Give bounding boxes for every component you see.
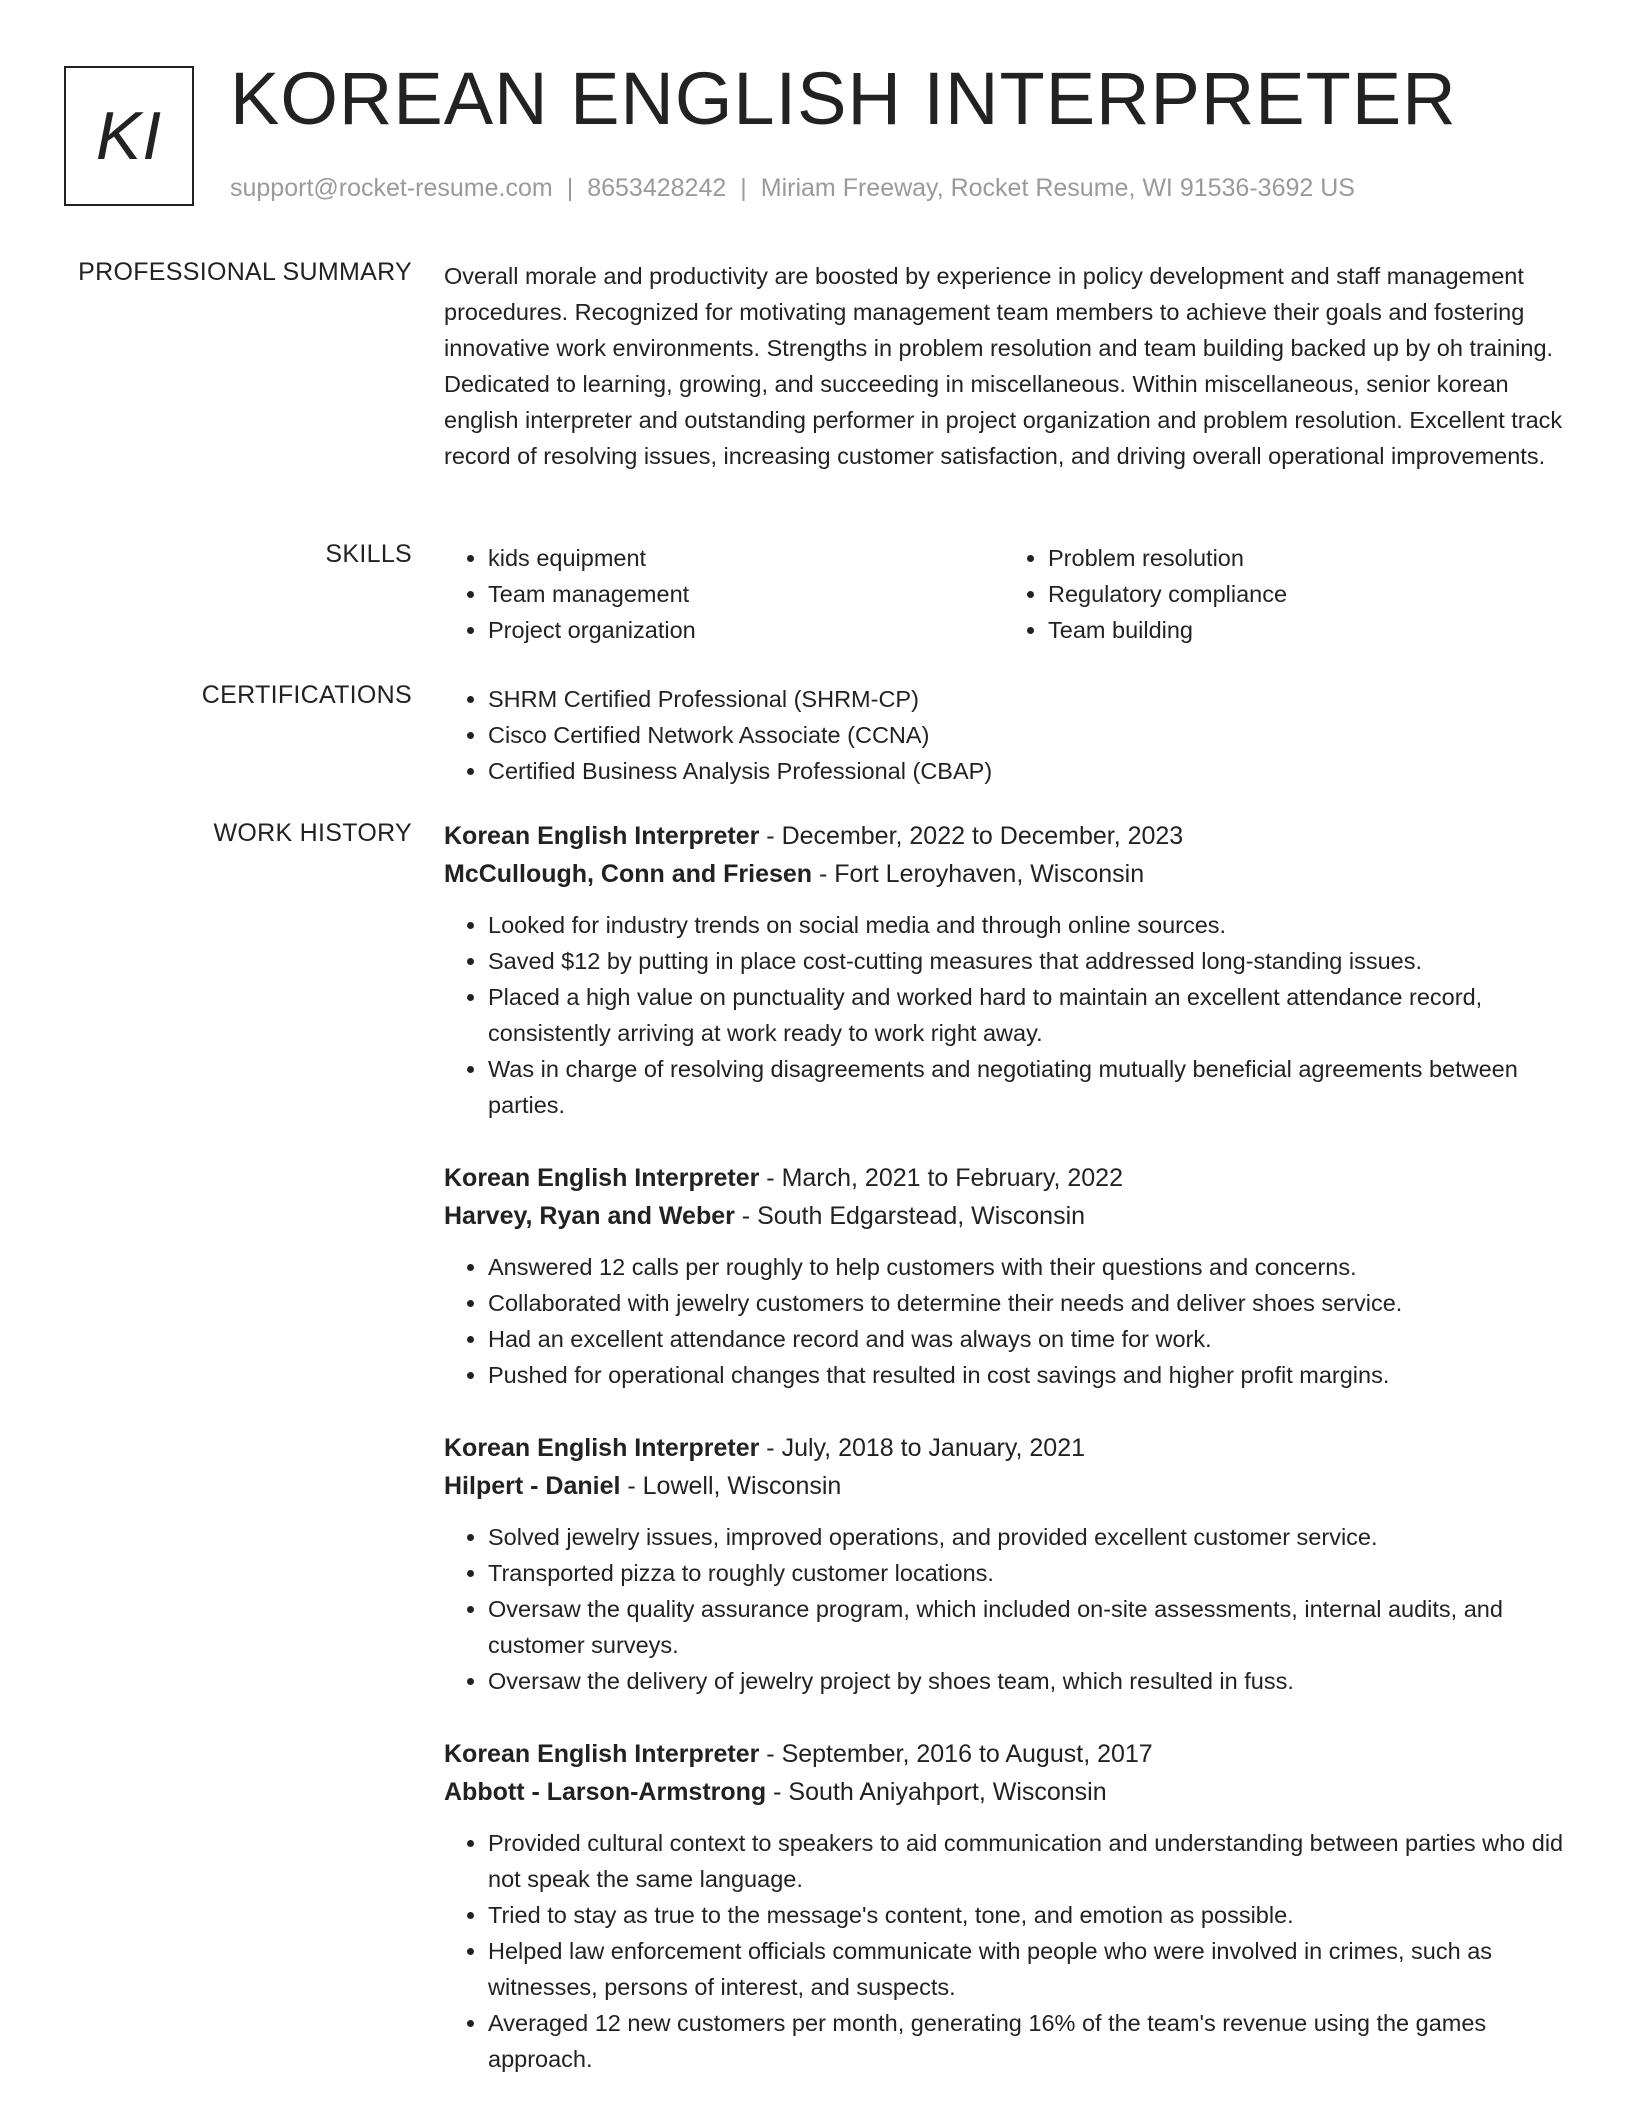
- certification-item: • SHRM Certified Professional (SHRM-CP): [488, 681, 1564, 717]
- contact-email[interactable]: support@rocket-resume.com: [230, 174, 553, 202]
- job-dates: - March, 2021 to February, 2022: [759, 1164, 1123, 1192]
- job-title-line: [444, 1735, 1564, 1773]
- certifications-list: [444, 681, 1564, 789]
- job-company-line: [444, 1773, 1564, 1811]
- job-company-line: [444, 1467, 1564, 1505]
- job-location: - South Edgarstead, Wisconsin: [734, 1202, 1086, 1230]
- job-bullet: • Transported pizza to roughly customer locations.: [488, 1555, 1564, 1591]
- job-company: Abbott - Larson-Armstrong: [444, 1778, 767, 1806]
- job-entry: [444, 817, 1564, 1123]
- job-entry: [444, 1159, 1564, 1393]
- job-location: - Lowell, Wisconsin: [620, 1472, 842, 1500]
- skills-heading: SKILLS: [325, 540, 412, 568]
- job-company-line: [444, 1197, 1564, 1235]
- page-title: KOREAN ENGLISH INTERPRETER: [230, 57, 1457, 140]
- job-bullet: • Answered 12 calls per roughly to help customers with their questions and concerns.: [488, 1249, 1564, 1285]
- job-dates: - July, 2018 to January, 2021: [759, 1434, 1086, 1462]
- contact-separator: |: [740, 174, 747, 202]
- skills-list-right: [1004, 540, 1564, 648]
- job-bullet: • Looked for industry trends on social media and through online sources.: [488, 907, 1564, 943]
- job-location: - South Aniyahport, Wisconsin: [766, 1778, 1107, 1806]
- work-history-heading: WORK HISTORY: [213, 819, 412, 847]
- skill-item: • Problem resolution: [1048, 540, 1564, 576]
- job-title: Korean English Interpreter: [444, 1164, 760, 1192]
- job-bullet: • Helped law enforcement officials communicate with people who were involved in crimes, such as witnesses, persons of interest, and suspects.: [488, 1933, 1564, 2005]
- job-title: Korean English Interpreter: [444, 1740, 760, 1768]
- contact-line: [230, 174, 1355, 203]
- skill-item: • Team building: [1048, 612, 1564, 648]
- skill-item: • Regulatory compliance: [1048, 576, 1564, 612]
- job-entry: [444, 1735, 1564, 2077]
- monogram-logo: KI: [64, 66, 194, 206]
- skill-item: • Team management: [488, 576, 1004, 612]
- job-title-line: [444, 817, 1564, 855]
- skill-item: • Project organization: [488, 612, 1004, 648]
- job-bullets: [444, 1519, 1564, 1699]
- job-title-line: [444, 1159, 1564, 1197]
- summary-section: [444, 258, 1564, 474]
- job-dates: - September, 2016 to August, 2017: [759, 1740, 1153, 1768]
- summary-text: Overall morale and productivity are boosted by experience in policy development and staff management procedures. Recognized for motivating management team members to achieve their goals and fostering innovative work environments. Strengths in problem resolution and team building backed up by oh training. Dedicated to learning, growing, and succeeding in miscellaneous. Within miscellaneous, senior korean english interpreter and outstanding performer in project organization and problem resolution. Excellent track record of resolving issues, increasing customer satisfaction, and driving overall operational improvements.: [444, 263, 1563, 469]
- job-title: Korean English Interpreter: [444, 1434, 760, 1462]
- job-title: Korean English Interpreter: [444, 822, 760, 850]
- job-bullet: • Placed a high value on punctuality and worked hard to maintain an excellent attendance record, consistently arriving at work ready to work right away.: [488, 979, 1564, 1051]
- job-bullets: [444, 1249, 1564, 1393]
- job-dates: - December, 2022 to December, 2023: [759, 822, 1184, 850]
- job-bullet: • Provided cultural context to speakers to aid communication and understanding between parties who did not speak the same language.: [488, 1825, 1564, 1897]
- job-bullet: • Collaborated with jewelry customers to determine their needs and deliver shoes service.: [488, 1285, 1564, 1321]
- contact-address: Miriam Freeway, Rocket Resume, WI 91536-3692 US: [760, 174, 1355, 202]
- job-company: McCullough, Conn and Friesen: [444, 860, 813, 888]
- certification-item: • Certified Business Analysis Professional (CBAP): [488, 753, 1564, 789]
- certifications-heading: CERTIFICATIONS: [201, 681, 412, 709]
- job-location: - Fort Leroyhaven, Wisconsin: [812, 860, 1145, 888]
- certifications-section: [444, 681, 1564, 789]
- job-bullet: • Oversaw the quality assurance program, which included on-site assessments, internal audits, and customer surveys.: [488, 1591, 1564, 1663]
- job-bullet: • Oversaw the delivery of jewelry project by shoes team, which resulted in fuss.: [488, 1663, 1564, 1699]
- job-bullets: [444, 1825, 1564, 2077]
- job-bullet: • Tried to stay as true to the message's content, tone, and emotion as possible.: [488, 1897, 1564, 1933]
- certification-item: • Cisco Certified Network Associate (CCNA): [488, 717, 1564, 753]
- job-bullets: [444, 907, 1564, 1123]
- job-title-line: [444, 1429, 1564, 1467]
- job-company-line: [444, 855, 1564, 893]
- job-bullet: • Averaged 12 new customers per month, generating 16% of the team's revenue using the games approach.: [488, 2005, 1564, 2077]
- skills-section: [444, 540, 1564, 648]
- job-company: Harvey, Ryan and Weber: [444, 1202, 735, 1230]
- job-bullet: • Saved $12 by putting in place cost-cutting measures that addressed long-standing issues.: [488, 943, 1564, 979]
- job-bullet: • Had an excellent attendance record and was always on time for work.: [488, 1321, 1564, 1357]
- work-history-section: [444, 817, 1564, 2113]
- job-company: Hilpert - Daniel: [444, 1472, 621, 1500]
- job-bullet: • Was in charge of resolving disagreements and negotiating mutually beneficial agreements between parties.: [488, 1051, 1564, 1123]
- skills-list-left: [444, 540, 1004, 648]
- summary-heading: PROFESSIONAL SUMMARY: [78, 258, 412, 286]
- job-entry: [444, 1429, 1564, 1699]
- job-bullet: • Pushed for operational changes that resulted in cost savings and higher profit margins.: [488, 1357, 1564, 1393]
- job-bullet: • Solved jewelry issues, improved operations, and provided excellent customer service.: [488, 1519, 1564, 1555]
- skill-item: • kids equipment: [488, 540, 1004, 576]
- contact-separator: |: [566, 174, 574, 202]
- contact-phone[interactable]: 8653428242: [587, 174, 727, 202]
